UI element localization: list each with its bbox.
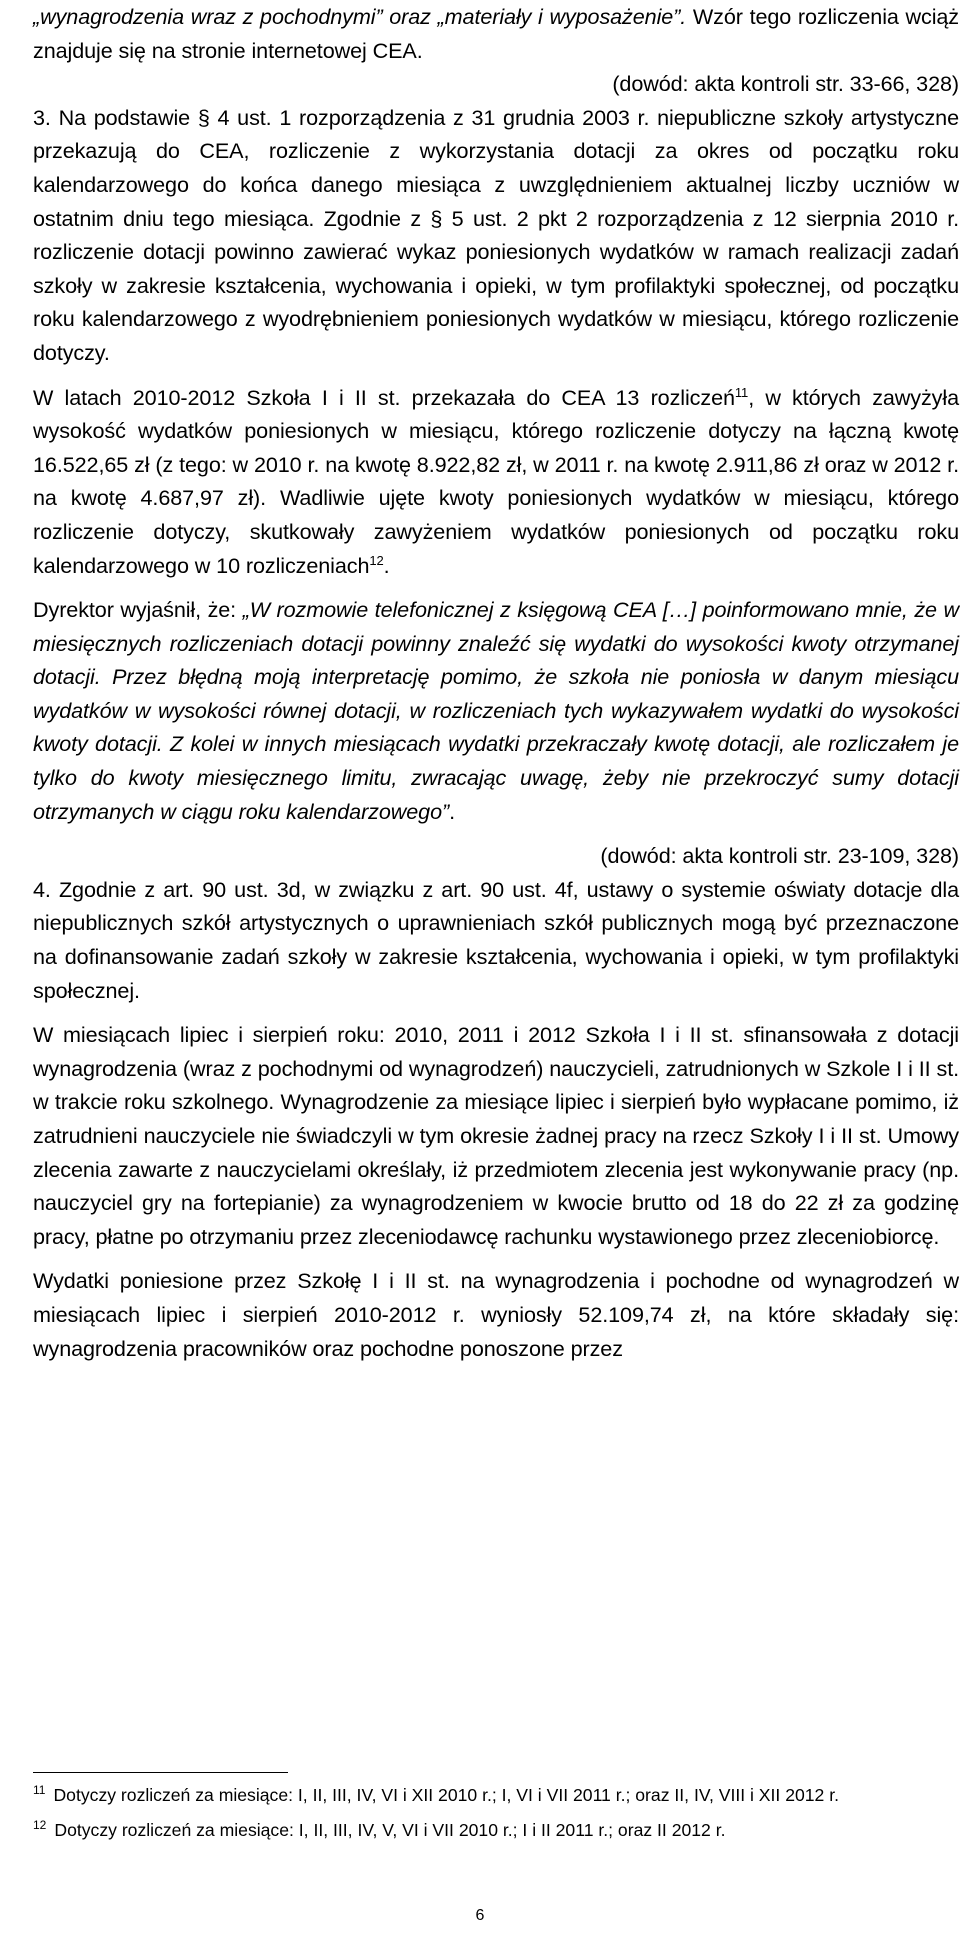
- footnote-12: $^{12}$ Dotyczy rozliczeń za miesiące: I, II, III, IV, V, VI i VII 2010 r.; I i II 2011 r.; oraz II 2012 r.: [33, 1817, 726, 1840]
- director-quote: „W rozmowie telefonicznej z księgową CEA […] poinformowano mnie, że w miesięcznych rozliczeniach dotacji powinny znaleźć się wydatki do wysokości kwoty otrzymanej dotacji. Przez błędną moją interpretację pomimo, że szkoła nie poniosła w danym miesiącu wydatków w wysokości równej dotacji, w rozliczeniach tych wykazywałem wydatki do wysokości kwoty dotacji. Z kolei w innych miesiącach wydatki przekraczały kwotę dotacji, ale rozliczałem je tylko do kwoty miesięcznego limitu, zwracając uwagę, żeby nie przekroczyć sumy dotacji otrzymanych w ciągu roku kalendarzowego”: [33, 597, 959, 824]
- footnote-ref-11: 11: [734, 384, 749, 400]
- page-number: 6: [475, 1907, 485, 1924]
- evidence-reference: (dowód: akta kontroli str. 33-66, 328): [612, 71, 959, 97]
- body-text: [33, 0, 959, 1365]
- paragraph-director-explanation: Dyrektor wyjaśnił, że: „W rozmowie telefonicznej z księgową CEA […] poinformowano mnie, że w miesięcznych rozliczeniach dotacji powinny znaleźć się wydatki do wysokości kwoty otrzymanej dotacji. Przez błędną moją interpretację pomimo, że szkoła nie poniosła w danym miesiącu wydatków w wysokości równej dotacji, w rozliczeniach tych wykazywałem wydatki do wysokości kwoty dotacji. Z kolei w innych miesiącach wydatki przekraczały kwotę dotacji, ale rozliczałem je tylko do kwoty miesięcznego limitu, zwracając uwagę, żeby nie przekroczyć sumy dotacji otrzymanych w ciągu roku kalendarzowego”.: [33, 597, 959, 824]
- quoted-categories: „wynagrodzenia wraz z pochodnymi” oraz „materiały i wyposażenie”.: [33, 4, 687, 29]
- paragraph-point-3: 3. Na podstawie § 4 ust. 1 rozporządzenia z 31 grudnia 2003 r. niepubliczne szkoły artystyczne przekazują do CEA, rozliczenie z wykorzystania dotacji za okres od początku roku kalendarzowego do końca danego miesiąca z uwzględnieniem aktualnej liczby uczniów w ostatnim dniu tego miesiąca. Zgodnie z § 5 ust. 2 pkt 2 rozporządzenia z 12 sierpnia 2010 r. rozliczenie dotacji powinno zawierać wykaz poniesionych wydatków w ramach realizacji zadań szkoły w zakresie kształcenia, wychowania i opieki, w tym profilaktyki społecznej, od początku roku kalendarzowego z wyodrębnieniem poniesionych wydatków w miesiącu, którego rozliczenie dotyczy.: [33, 104, 959, 365]
- paragraph-cea-template: [33, 0, 959, 67]
- paragraph-expenses-total: Wydatki poniesione przez Szkołę I i II st. na wynagrodzenia i pochodne od wynagrodzeń w miesiącach lipiec i sierpień 2010-2012 r. wyniosły 52.109,74 zł, na które składały się: wynagrodzenia pracowników oraz pochodne ponoszone przez: [33, 1268, 959, 1361]
- evidence-reference: (dowód: akta kontroli str. 23-109, 328): [600, 843, 959, 869]
- paragraph-overstated-expenses: W latach 2010-2012 Szkoła I i II st. przekazała do CEA 13 rozliczeń$^{11}$, w których zawyżyła wysokość wydatków poniesionych w miesiącu, którego rozliczenie dotyczy na łączną kwotę 16.522,65 zł (z tego: w 2010 r. na kwotę 8.922,82 zł, w 2011 r. na kwotę 2.911,86 zł oraz w 2012 r. na kwotę 4.687,97 zł). Wadliwie ujęte kwoty poniesionych wydatków w miesiącu, którego rozliczenie dotyczy, skutkowały zawyżeniem wydatków poniesionych od początku roku kalendarzowego w 10 rozliczeniach$^{12}$.: [33, 384, 959, 578]
- footnote-separator: [33, 1772, 288, 1773]
- template-note: Wzór tego rozliczenia wciąż znajduje się na stronie internetowej CEA.: [33, 4, 959, 63]
- paragraph-point-4: 4. Zgodnie z art. 90 ust. 3d, w związku z art. 90 ust. 4f, ustawy o systemie oświaty dotacje dla niepublicznych szkół artystycznych o uprawnieniach szkół publicznych mogą być przeznaczone na dofinansowanie zadań szkoły w zakresie kształcenia, wychowania i opieki, w tym profilaktyki społecznej.: [33, 876, 959, 1003]
- footnote-ref-12: 12: [369, 552, 384, 568]
- footnote-11: $^{11}$ Dotyczy rozliczeń za miesiące: I, II, III, IV, VI i XII 2010 r.; I, VI i VII 2011 r.; oraz II, IV, VIII i XII 2012 r.: [33, 1783, 840, 1805]
- paragraph-summer-salaries: W miesiącach lipiec i sierpień roku: 2010, 2011 i 2012 Szkoła I i II st. sfinansowała z dotacji wynagrodzenia (wraz z pochodnymi od wynagrodzeń) nauczycieli, zatrudnionych w Szkole I i II st. w trakcie roku szkolnego. Wynagrodzenie za miesiące lipiec i sierpień było wypłacane pomimo, iż zatrudnieni nauczyciele nie świadczyli w tym okresie żadnej pracy na rzecz Szkoły I i II st. Umowy zlecenia zawarte z nauczycielami określały, iż przedmiotem zlecenia jest wykonywanie pracy (np. nauczyciel gry na fortepianie) za wynagrodzeniem w kwocie brutto od 18 do 22 zł za godzinę pracy, płatne po otrzymaniu przez zleceniodawcę rachunku wystawionego przez zleceniobiorcę.: [33, 1022, 959, 1249]
- footnotes: [33, 1782, 959, 1844]
